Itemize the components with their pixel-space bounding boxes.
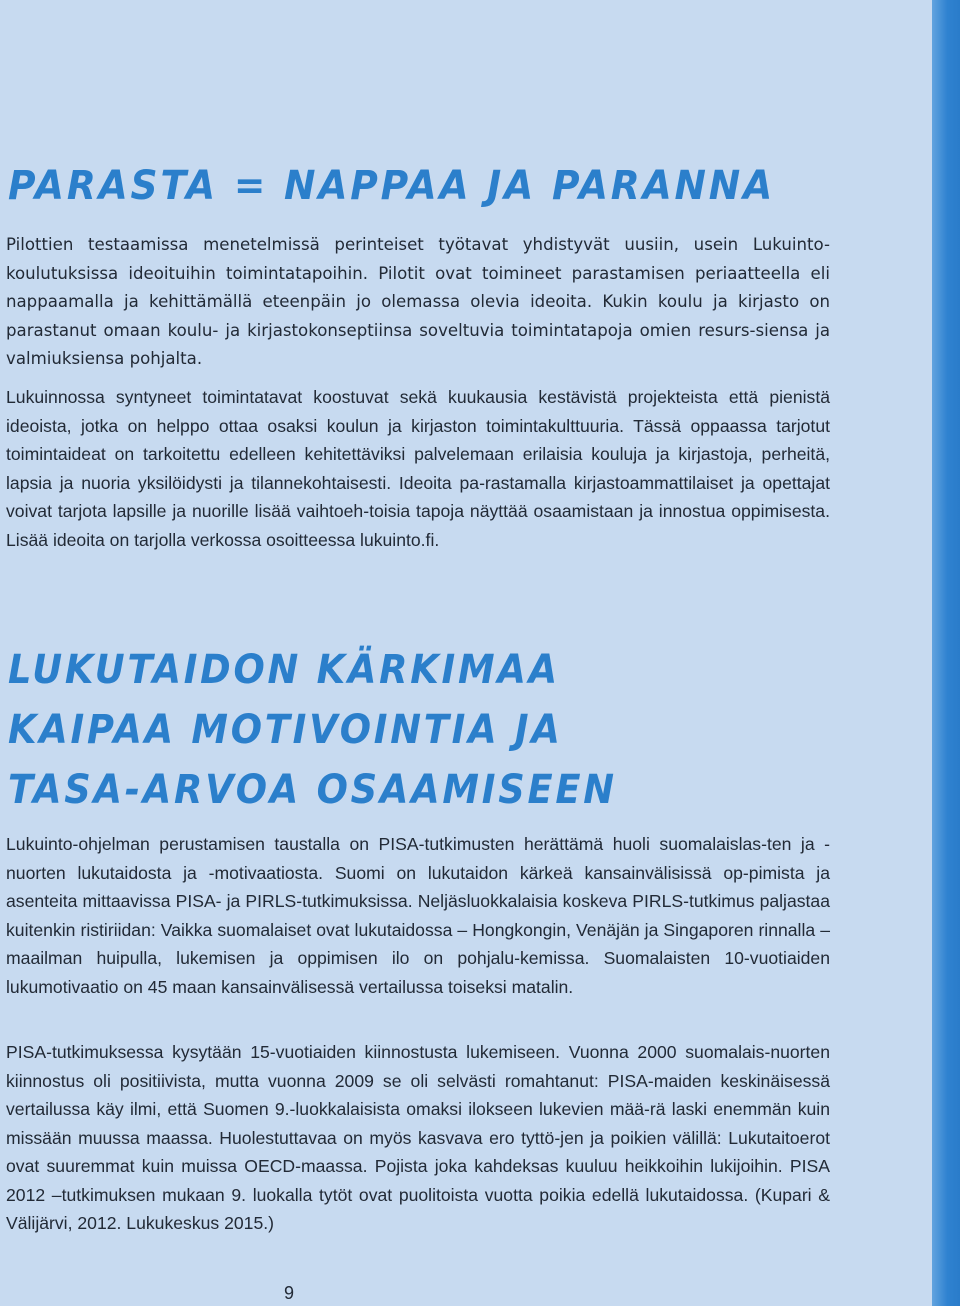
edge-color-stripe <box>932 0 960 1306</box>
heading-line-2: KAIPAA MOTIVOINTIA JA <box>8 707 563 753</box>
page-number: 9 <box>284 1283 295 1303</box>
heading-line-1: LUKUTAIDON KÄRKIMAA <box>8 647 560 693</box>
paragraph-pisa-kiinnostus: PISA-tutkimuksessa kysytään 15-vuotiaiden kiinnostusta lukemiseen. Vuonna 2000 suomalais-nuorten kiinnostus oli positiivista, mutta vuonna 2009 se oli selvästi romahtanut: PISA-maiden keskinäisessä vertailussa käy ilmi, että Suomen 9.-luokkalaisista omaksi ilokseen lukevien mää-rä laski enemmän kuin missään muussa maassa. Huolestuttavaa on myös kasvava ero tyttö-jen ja poikien välillä: Lukutaitoerot ovat suuremmat kuin muissa OECD-maassa. Pojista joka kahdeksas kuuluu heikkoihin lukijoihin. PISA 2012 –tutkimuksen mukaan 9. luokalla tytöt ovat puolitoista vuotta poikia edellä lukutaidossa. (Kupari & Välijärvi, 2012. Lukukeskus 2015.) <box>6 1042 830 1233</box>
paragraph-pisa-pirls: Lukuinto-ohjelman perustamisen taustalla on PISA-tutkimusten herättämä huoli suomalaislas-ten ja -nuorten lukutaidosta ja -motivaatiosta. Suomi on lukutaidon kärkeä kansainvälisissä op-pimista ja asenteita mittaavissa PISA- ja PIRLS-tutkimuksissa. Neljäsluokkalaisia koskeva PIRLS-tutkimus paljastaa kuitenkin ristiriidan: Vaikka suomalaiset ovat lukutaidossa – Hongkongin, Venäjän ja Singaporen rinnalla – maailman huipulla, lukemisen ja oppimisen ilo on pohjalu-kemissa. Suomalaisten 10-vuotiaiden lukumotivaatio on 45 maan kansainvälisessä vertailussa toiseksi matalin. <box>6 834 830 997</box>
paragraph-toimintatavat: Lukuinnossa syntyneet toimintatavat koostuvat sekä kuukausia kestävistä projekteista että pienistä ideoista, jotka on helppo ottaa osaksi koulun ja kirjaston toimintakulttuuria. Tässä oppaassa tarjotut toimintaideat on tarkoitettu edelleen kehitettäviksi palvelemaan erilaisia kouluja ja kirjastoja, perheitä, lapsia ja nuoria yksilöidysti ja tilannekohtaisesti. Ideoita pa-rastamalla kirjastoammattilaiset ja opettajat voivat tarjota lapsille ja nuorille lisää vaihtoeh-toisia tapoja näyttää osaamistaan ja innostua oppimisesta. Lisää ideoita on tarjolla verkossa osoitteessa lukuinto.fi. <box>6 387 830 550</box>
section-heading-lukutaidon-karkimaa <box>8 640 617 820</box>
section-heading-parasta: PARASTA = NAPPAA JA PARANNA <box>8 163 775 209</box>
paragraph-pilotit: Pilottien testaamissa menetelmissä perinteiset työtavat yhdistyvät uusiin, usein Lukuinto-koulutuksissa ideoituihin toimintatapoihin. Pilotit ovat toimineet parastamisen periaatteella eli nappaamalla ja kehittämällä eteenpäin jo olemassa olevia ideoita. Kukin koulu ja kirjasto on parastanut omaan koulu- ja kirjastokonseptiinsa soveltuvia toimintatapoja omien resurs-siensa ja valmiuksiensa pohjalta. <box>6 235 830 368</box>
heading-line-3: TASA-ARVOA OSAAMISEEN <box>8 767 617 813</box>
